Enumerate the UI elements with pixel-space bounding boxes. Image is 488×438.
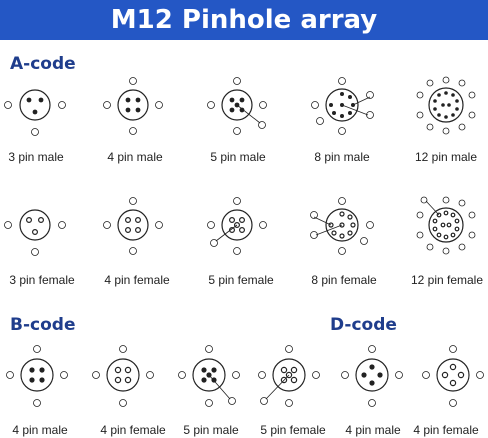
a-code-8-pin-female-diagram bbox=[306, 195, 378, 265]
a-code-male-caption-1: 3 pin male bbox=[8, 150, 64, 164]
a-code-5-pin-male-diagram bbox=[204, 75, 272, 145]
a-code-female-caption-4: 8 pin female bbox=[311, 273, 377, 287]
a-code-male-caption-3: 5 pin male bbox=[210, 150, 266, 164]
a-code-3-pin-female-diagram bbox=[2, 205, 70, 261]
a-code-female-caption-1: 3 pin female bbox=[9, 273, 75, 287]
a-code-12-pin-female-diagram bbox=[410, 195, 482, 265]
a-code-12-pin-male-diagram bbox=[410, 75, 482, 145]
a-code-8-pin-male-diagram bbox=[306, 75, 378, 145]
a-code-male-caption-2: 4 pin male bbox=[107, 150, 163, 164]
section-heading-a-code: A-code bbox=[10, 54, 76, 74]
b-code-caption-2: 4 pin female bbox=[100, 423, 166, 437]
d-code-4-pin-female-diagram bbox=[420, 343, 488, 415]
section-heading-b-code: B-code bbox=[10, 315, 76, 335]
d-code-caption-2: 4 pin female bbox=[413, 423, 479, 437]
a-code-male-caption-4: 8 pin male bbox=[314, 150, 370, 164]
b-code-5-pin-female-diagram bbox=[252, 343, 324, 415]
a-code-female-caption-5: 12 pin female bbox=[410, 273, 484, 287]
a-code-4-pin-female-diagram bbox=[100, 195, 168, 265]
d-code-caption-1: 4 pin male bbox=[345, 423, 401, 437]
a-code-female-caption-3: 5 pin female bbox=[208, 273, 274, 287]
b-code-5-pin-male-diagram bbox=[176, 343, 244, 415]
b-code-caption-4: 5 pin female bbox=[260, 423, 326, 437]
a-code-male-caption-5: 12 pin male bbox=[414, 150, 478, 164]
b-code-4-pin-female-diagram bbox=[90, 343, 158, 415]
section-heading-d-code: D-code bbox=[330, 315, 397, 335]
page-title: M12 Pinhole array bbox=[0, 0, 488, 40]
a-code-3-pin-male-diagram bbox=[2, 85, 70, 141]
b-code-caption-1: 4 pin male bbox=[12, 423, 68, 437]
b-code-4-pin-male-diagram bbox=[4, 343, 72, 415]
a-code-5-pin-female-diagram bbox=[204, 195, 272, 265]
a-code-female-caption-2: 4 pin female bbox=[104, 273, 170, 287]
a-code-4-pin-male-diagram bbox=[100, 75, 168, 145]
b-code-caption-3: 5 pin male bbox=[183, 423, 239, 437]
d-code-4-pin-male-diagram bbox=[339, 343, 407, 415]
